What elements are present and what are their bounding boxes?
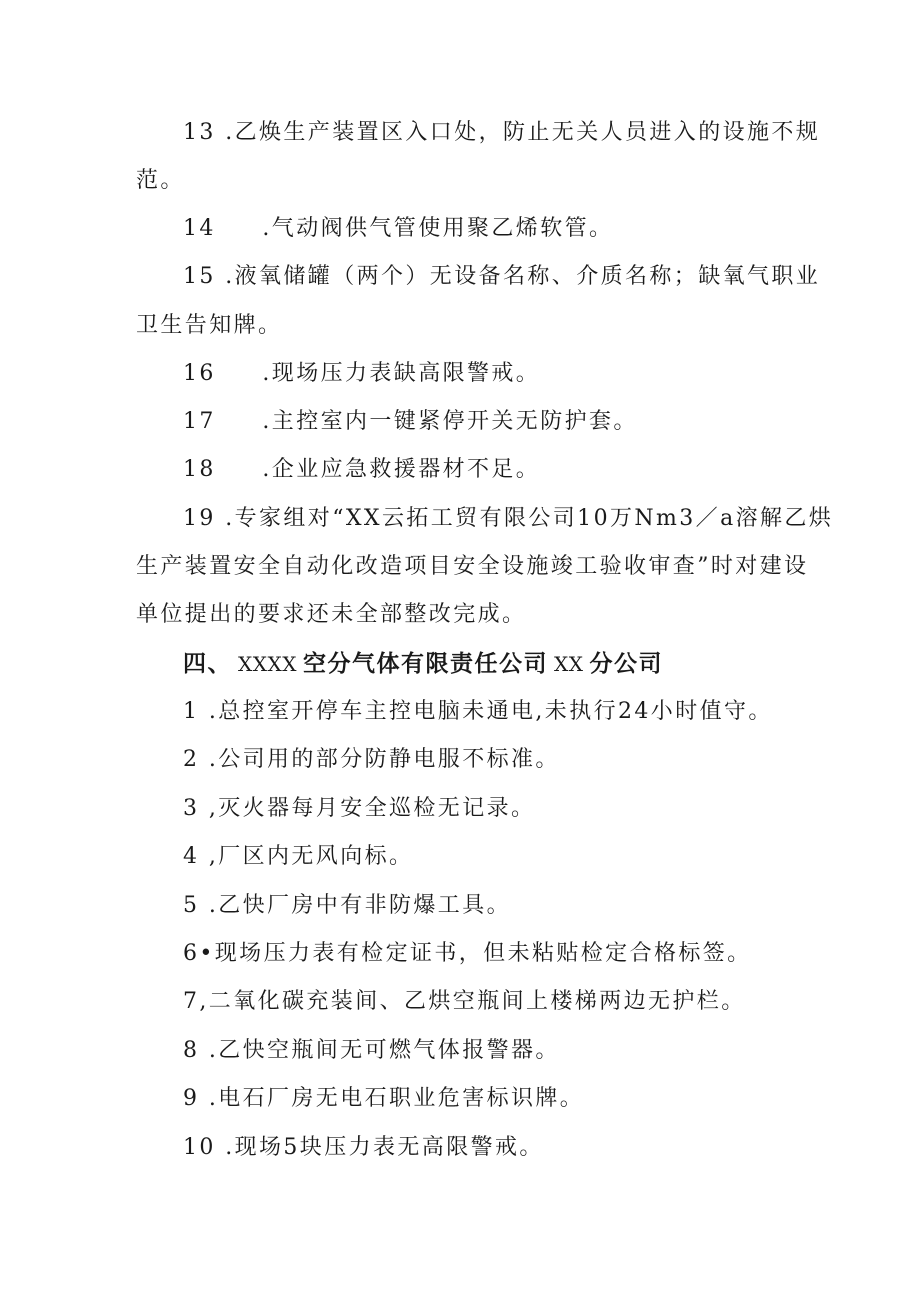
list-item-19 <box>183 504 833 534</box>
list-item-19-continuation-2: 单位提出的要求还未全部整改完成。 <box>136 602 527 627</box>
item-text: •现场压力表有检定证书，但未粘贴检定合格标签。 <box>199 941 752 966</box>
item-number: 17 <box>183 409 216 434</box>
item-number: 7 <box>183 989 200 1014</box>
item-number: 9 <box>183 1086 200 1111</box>
list-item-17 <box>183 407 638 437</box>
item-text: .现场压力表缺高限警戒。 <box>262 361 541 386</box>
item-text: .气动阀供气管使用聚乙烯软管。 <box>262 216 614 241</box>
item-number: 5 <box>183 893 200 918</box>
list-item-14 <box>183 214 613 244</box>
heading-suffix: 分公司 <box>589 651 663 677</box>
item-text: .乙快厂房中有非防爆工具。 <box>208 893 512 918</box>
list-item-9 <box>183 1084 584 1114</box>
list-item-10 <box>183 1133 544 1163</box>
item-number: 6 <box>183 941 200 966</box>
item-number: 14 <box>183 216 216 241</box>
item-text: ,二氧化碳充装间、乙烘空瓶间上楼梯两边无护栏。 <box>199 989 746 1014</box>
heading-prefix: 四、 <box>183 651 232 677</box>
item-number: 4 <box>183 844 200 869</box>
item-number: 19 <box>183 506 216 531</box>
list-item-3 <box>183 794 535 824</box>
heading-code-1: XXXX <box>238 652 297 676</box>
list-item-16 <box>183 359 540 389</box>
list-item-15 <box>183 262 820 292</box>
item-number: 13 <box>183 120 216 145</box>
item-text: ,灭火器每月安全巡检无记录。 <box>208 796 536 821</box>
list-item-15-continuation: 卫生告知牌。 <box>136 313 283 338</box>
list-item-5 <box>183 891 511 921</box>
heading-middle: 空分气体有限责任公司 <box>302 651 548 677</box>
heading-code-2: XX <box>553 652 584 676</box>
item-text: .现场5块压力表无高限警戒。 <box>225 1135 544 1160</box>
item-number: 10 <box>183 1135 216 1160</box>
item-number: 1 <box>183 699 200 724</box>
list-item-7 <box>183 987 746 1017</box>
item-number: 3 <box>183 796 200 821</box>
item-number: 15 <box>183 264 216 289</box>
item-text: .乙焕生产装置区入口处，防止无关人员进入的设施不规 <box>225 120 821 145</box>
list-item-13 <box>183 118 820 148</box>
item-text: .液氧储罐（两个）无设备名称、介质名称；缺氧气职业 <box>225 264 821 289</box>
item-text: .专家组对“XX云拓工贸有限公司10万Nm3／a溶解乙烘 <box>225 506 834 531</box>
list-item-1 <box>183 697 773 727</box>
list-item-4 <box>183 842 413 872</box>
item-text: ,厂区内无风向标。 <box>208 844 414 869</box>
item-number: 18 <box>183 457 216 482</box>
item-text: .电石厂房无电石职业危害标识牌。 <box>208 1086 585 1111</box>
item-number: 16 <box>183 361 216 386</box>
item-text: .乙快空瓶间无可燃气体报警器。 <box>208 1038 560 1063</box>
list-item-13-continuation: 范。 <box>136 168 185 193</box>
item-text: .企业应急救援器材不足。 <box>262 457 541 482</box>
list-item-18 <box>183 455 540 485</box>
item-text: .公司用的部分防静电服不标准。 <box>208 747 560 772</box>
list-item-19-continuation-1: 生产装置安全自动化改造项目安全设施竣工验收审查”时对建设 <box>136 554 809 579</box>
item-text: .主控室内一键紧停开关无防护套。 <box>262 409 638 434</box>
list-item-8 <box>183 1036 560 1066</box>
item-text: .总控室开停车主控电脑未通电,未执行24小时值守。 <box>208 699 773 724</box>
item-number: 2 <box>183 747 200 772</box>
list-item-2 <box>183 745 560 775</box>
item-number: 8 <box>183 1038 200 1063</box>
list-item-6 <box>183 939 752 969</box>
section-heading <box>183 649 663 679</box>
